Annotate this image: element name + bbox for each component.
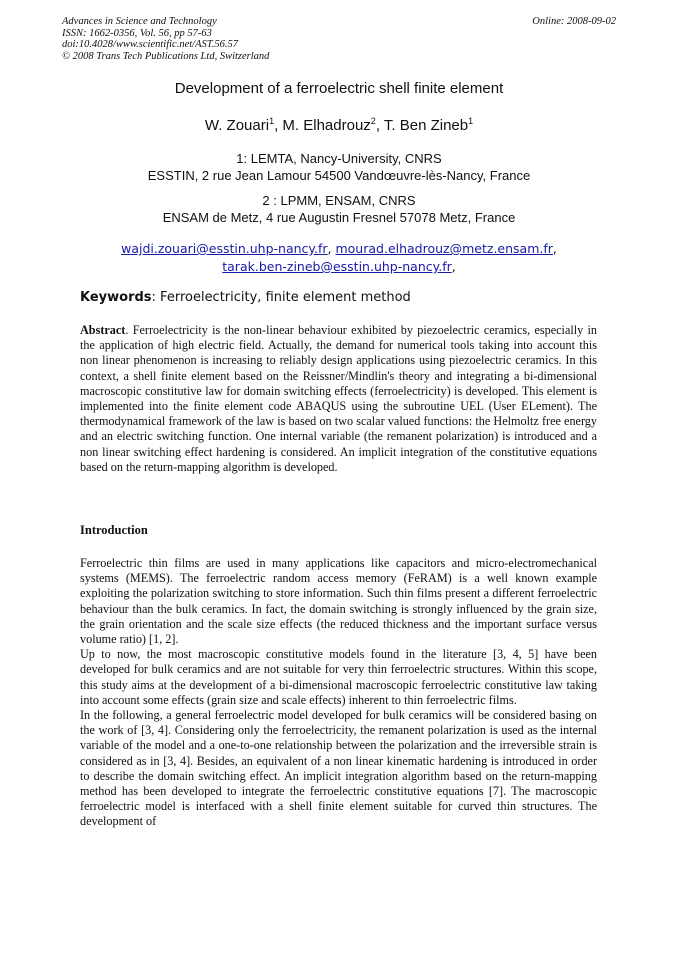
affiliation-address: ESSTIN, 2 rue Jean Lamour 54500 Vandœuvre-lès-Nancy, France bbox=[147, 168, 531, 183]
author-name: T. Ben Zineb bbox=[383, 117, 469, 134]
author-name: W. Zouari bbox=[204, 117, 270, 134]
author-affil-mark: 1 bbox=[468, 116, 474, 126]
paper-title: Development of a ferroelectric shell finite element bbox=[174, 80, 504, 97]
abstract-label: Abstract bbox=[80, 323, 126, 337]
email-link[interactable]: mourad.elhadrouz@metz.ensam.fr bbox=[335, 241, 553, 256]
paragraph: In the following, a general ferroelectric model developed for bulk ceramics will be considered basing on the work of [3, 4]. Considering only the ferroelectricity, the remanent polarization is used as the internal variable of the model and a one-to-one relationship between the polarization and the irreversible strain is considered as in [3, 4]. Besides, an equivalent of a non linear kinematic hardening is introduced in order to describe the domain switching effect. An implicit integration algorithm based on the return-mapping method has been developed to integrate the ferroelectric constitutive equations [7]. The macroscopic ferroelectric model is interfaced with a shell finite element suitable for curved thin structures. The development of bbox=[80, 708, 597, 829]
author-separator: , bbox=[375, 117, 384, 134]
author-separator: , bbox=[274, 117, 283, 134]
author-affil-mark: 1 bbox=[269, 116, 275, 126]
affiliation-lab: 1: LEMTA, Nancy-University, CNRS bbox=[236, 151, 442, 166]
email-separator: , bbox=[451, 259, 456, 274]
introduction-heading: Introduction bbox=[80, 523, 148, 537]
affiliation-2 bbox=[0, 192, 678, 226]
email-separator: , bbox=[552, 241, 557, 256]
paragraph: Ferroelectric thin films are used in many applications like capacitors and micro-electromechanical systems (MEMS). The ferroelectric random access memory (FeRAM) is a well known example exploiting the polarization switching to store information. Such thin films present a different ferroelectric behaviour than the bulk ceramics. In fact, the domain switching is strongly influenced by the grain size, the grain orientation and the scale size effects (the reduced thickness and the important surface versus volume ratio) [1, 2]. bbox=[80, 556, 597, 647]
email-link[interactable]: wajdi.zouari@esstin.uhp-nancy.fr bbox=[121, 241, 328, 256]
journal-name: Advances in Science and Technology bbox=[62, 16, 217, 27]
affiliation-1 bbox=[0, 150, 678, 184]
paragraph: Up to now, the most macroscopic constitutive models found in the literature [3, 4, 5] have been developed for bulk ceramics and are not suitable for very thin ferroelectric structures. Within this scope, this study aims at the development of a bi-dimensional macroscopic ferroelectric constitutive law taking into account some effects (grain size and scale effects) inherent to thin ferroelectric films. bbox=[80, 647, 597, 707]
issn-line: ISSN: 1662-0356, Vol. 56, pp 57-63 bbox=[62, 27, 212, 39]
copyright-line: © 2008 Trans Tech Publications Ltd, Switzerland bbox=[62, 50, 270, 62]
journal-header bbox=[62, 16, 269, 62]
affiliation-address: ENSAM de Metz, 4 rue Augustin Fresnel 57078 Metz, France bbox=[162, 210, 516, 225]
email-link[interactable]: tarak.ben-zineb@esstin.uhp-nancy.fr bbox=[222, 259, 452, 274]
email-list bbox=[0, 240, 678, 276]
affiliation-lab: 2 : LPMM, ENSAM, CNRS bbox=[262, 193, 416, 208]
keywords-text: : Ferroelectricity, finite element method bbox=[151, 290, 411, 305]
author-list bbox=[0, 117, 678, 134]
author-affil-mark: 2 bbox=[370, 116, 376, 126]
abstract-text: . Ferroelectricity is the non-linear behaviour exhibited by piezoelectric ceramics, especially in the application of high electric field. Actually, the demand for numerical tools taking into account this non linear phenomenon is increasing to reliably design applications using piezoelectric ceramics. In this context, a shell finite element based on the Reissner/Mindlin's theory and integrating a bi-dimensional macroscopic constitutive law for domain switching effects (ferroelectricity) is developed. This element is implemented into the finite element code ABAQUS using the subroutine UEL (User ELement). The thermodynamical framework of the law is based on two scalar valued functions: the Helmoltz free energy and an electric switching function. One internal variable (the remanent polarization) is introduced and a non linear switching effect hardening is considered. An implicit integration of the constitutive equations based on the return-mapping algorithm is developed. bbox=[80, 323, 597, 474]
abstract bbox=[80, 323, 597, 475]
introduction-body bbox=[80, 556, 597, 830]
doi-line: doi:10.4028/www.scientific.net/AST.56.57 bbox=[62, 39, 239, 50]
online-date: Online: 2008-09-02 bbox=[532, 16, 616, 27]
author-name: M. Elhadrouz bbox=[282, 117, 371, 134]
keywords-line bbox=[80, 290, 411, 305]
keywords-label: Keywords bbox=[80, 290, 152, 305]
email-separator: , bbox=[327, 241, 336, 256]
